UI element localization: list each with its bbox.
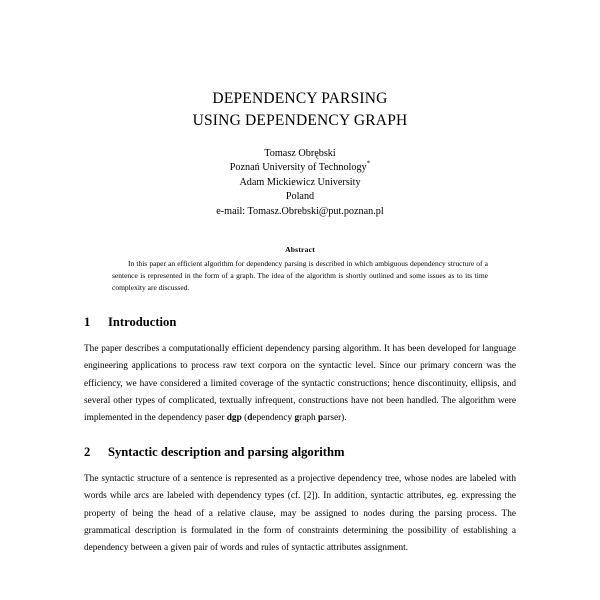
abstract-heading: Abstract: [285, 245, 315, 255]
affiliation-footnote-mark: *: [366, 160, 371, 169]
title-line-1: DEPENDENCY PARSING: [212, 90, 388, 107]
author-country: Poland: [285, 191, 315, 203]
section-number-2: 2: [84, 445, 91, 460]
author-affiliation-2: Adam Mickiewicz University: [239, 176, 361, 188]
section-paragraph-1: The paper describes a computationally efficient dependency parsing algorithm. It has been developed for language engineering applications to process raw text corpora on the syntactic level. Since our primary concern was the efficiency, we have considered a limited coverage of the syntactic constructions; hence discontinuity, ellipsis, and several other types of complicated, textually infrequent, constructions have not been handled. The algorithm were implemented in the dependency paser dgp (dependency graph parser).: [84, 344, 516, 423]
author-block: [84, 147, 516, 219]
section-number-1: 1: [84, 315, 91, 330]
section-heading-syntactic-description: [84, 445, 516, 460]
section-heading-introduction: [84, 315, 516, 330]
abstract-text: In this paper an efficient algorithm for dependency parsing is described in which ambiguous dependency structure of a sentence is represented in the form of a graph. The idea of the algorithm is shortly outlined and some issues as to its time complexity are discussed.: [112, 259, 488, 292]
section-paragraph-2: The syntactic structure of a sentence is represented as a projective dependency tree, whose nodes are labeled with words while arcs are labeled with dependency types (cf. [2]). In addition, syntactic attributes, eg. expressing the property of being the head of a relative clause, may be assigned to nodes during the parsing process. The grammatical description is formulated in the form of constraints determining the possibility of establishing a dependency between a given pair of words and rules of syntactic attributes assignment.: [84, 474, 516, 553]
author-name: Tomasz Obrębski: [264, 147, 336, 159]
title-line-2: USING DEPENDENCY GRAPH: [192, 112, 408, 130]
author-affiliation-1: [84, 161, 516, 175]
affiliation-1-text: Poznań University of Technology: [229, 162, 367, 174]
author-email: e-mail: Tomasz.Obrebski@put.poznan.pl: [216, 205, 384, 217]
page-title: [84, 88, 516, 133]
section-title-2: Syntactic description and parsing algorithm: [108, 445, 345, 460]
section-title-1: Introduction: [108, 315, 177, 330]
